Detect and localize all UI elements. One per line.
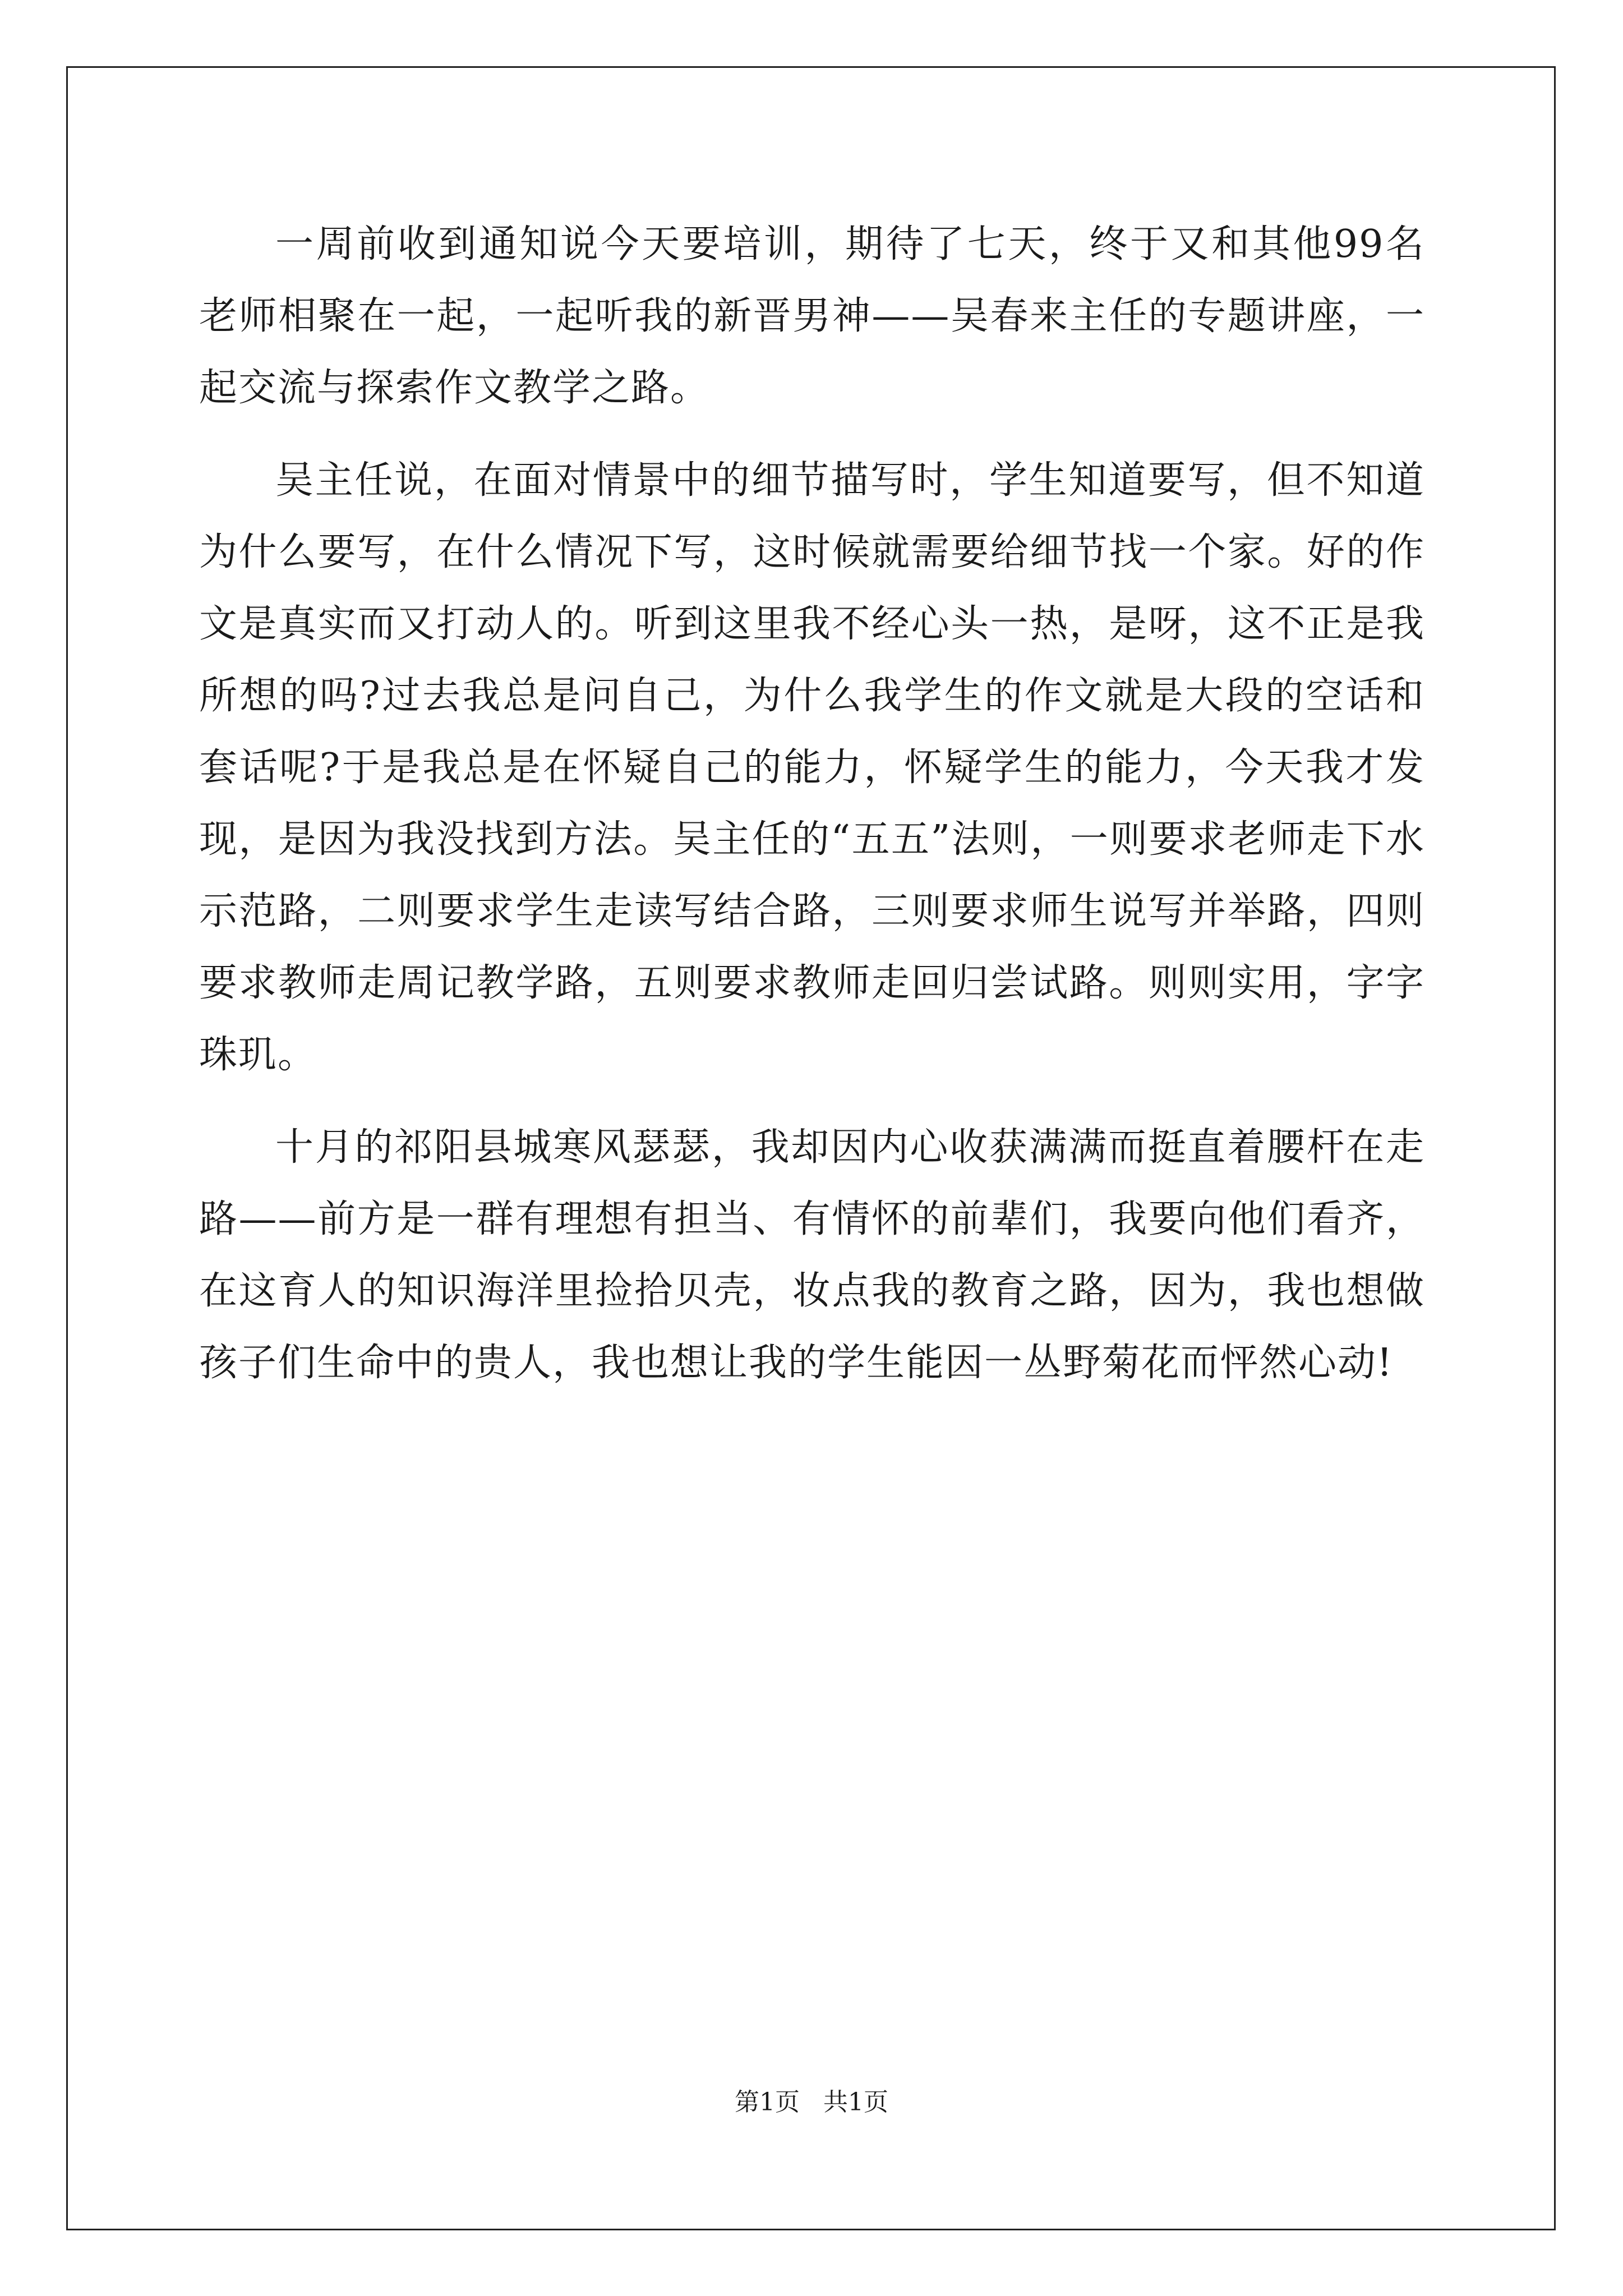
- document-body: [199, 209, 1425, 1399]
- paragraph-2: 吴主任说，在面对情景中的细节描写时，学生知道要写，但不知道为什么要写，在什么情况下写，这时候就需要给细节找一个家。好的作文是真实而又打动人的。听到这里我不经心头一热，是呀，这不正是我所想的吗?过去我总是问自己，为什么我学生的作文就是大段的空话和套话呢?于是我总是在怀疑自己的能力，怀疑学生的能力，今天我才发现，是因为我没找到方法。吴主任的“五五”法则，一则要求老师走下水示范路，二则要求学生走读写结合路，三则要求师生说写并举路，四则要求教师走周记教学路，五则要求教师走回归尝试路。则则实用，字字珠玑。: [199, 458, 1425, 1077]
- page-number-footer: 第1页 共1页: [735, 2088, 888, 2116]
- paragraph-3: 十月的祁阳县城寒风瑟瑟，我却因内心收获满满而挺直着腰杆在走路——前方是一群有理想有担当、有情怀的前辈们，我要向他们看齐，在这育人的知识海洋里捡拾贝壳，妆点我的教育之路，因为，我也想做孩子们生命中的贵人，我也想让我的学生能因一丛野菊花而怦然心动!: [199, 1125, 1425, 1385]
- paragraph-1: 一周前收到通知说今天要培训，期待了七天，终于又和其他99名老师相聚在一起，一起听我的新晋男神——吴春来主任的专题讲座，一起交流与探索作文教学之路。: [199, 222, 1425, 410]
